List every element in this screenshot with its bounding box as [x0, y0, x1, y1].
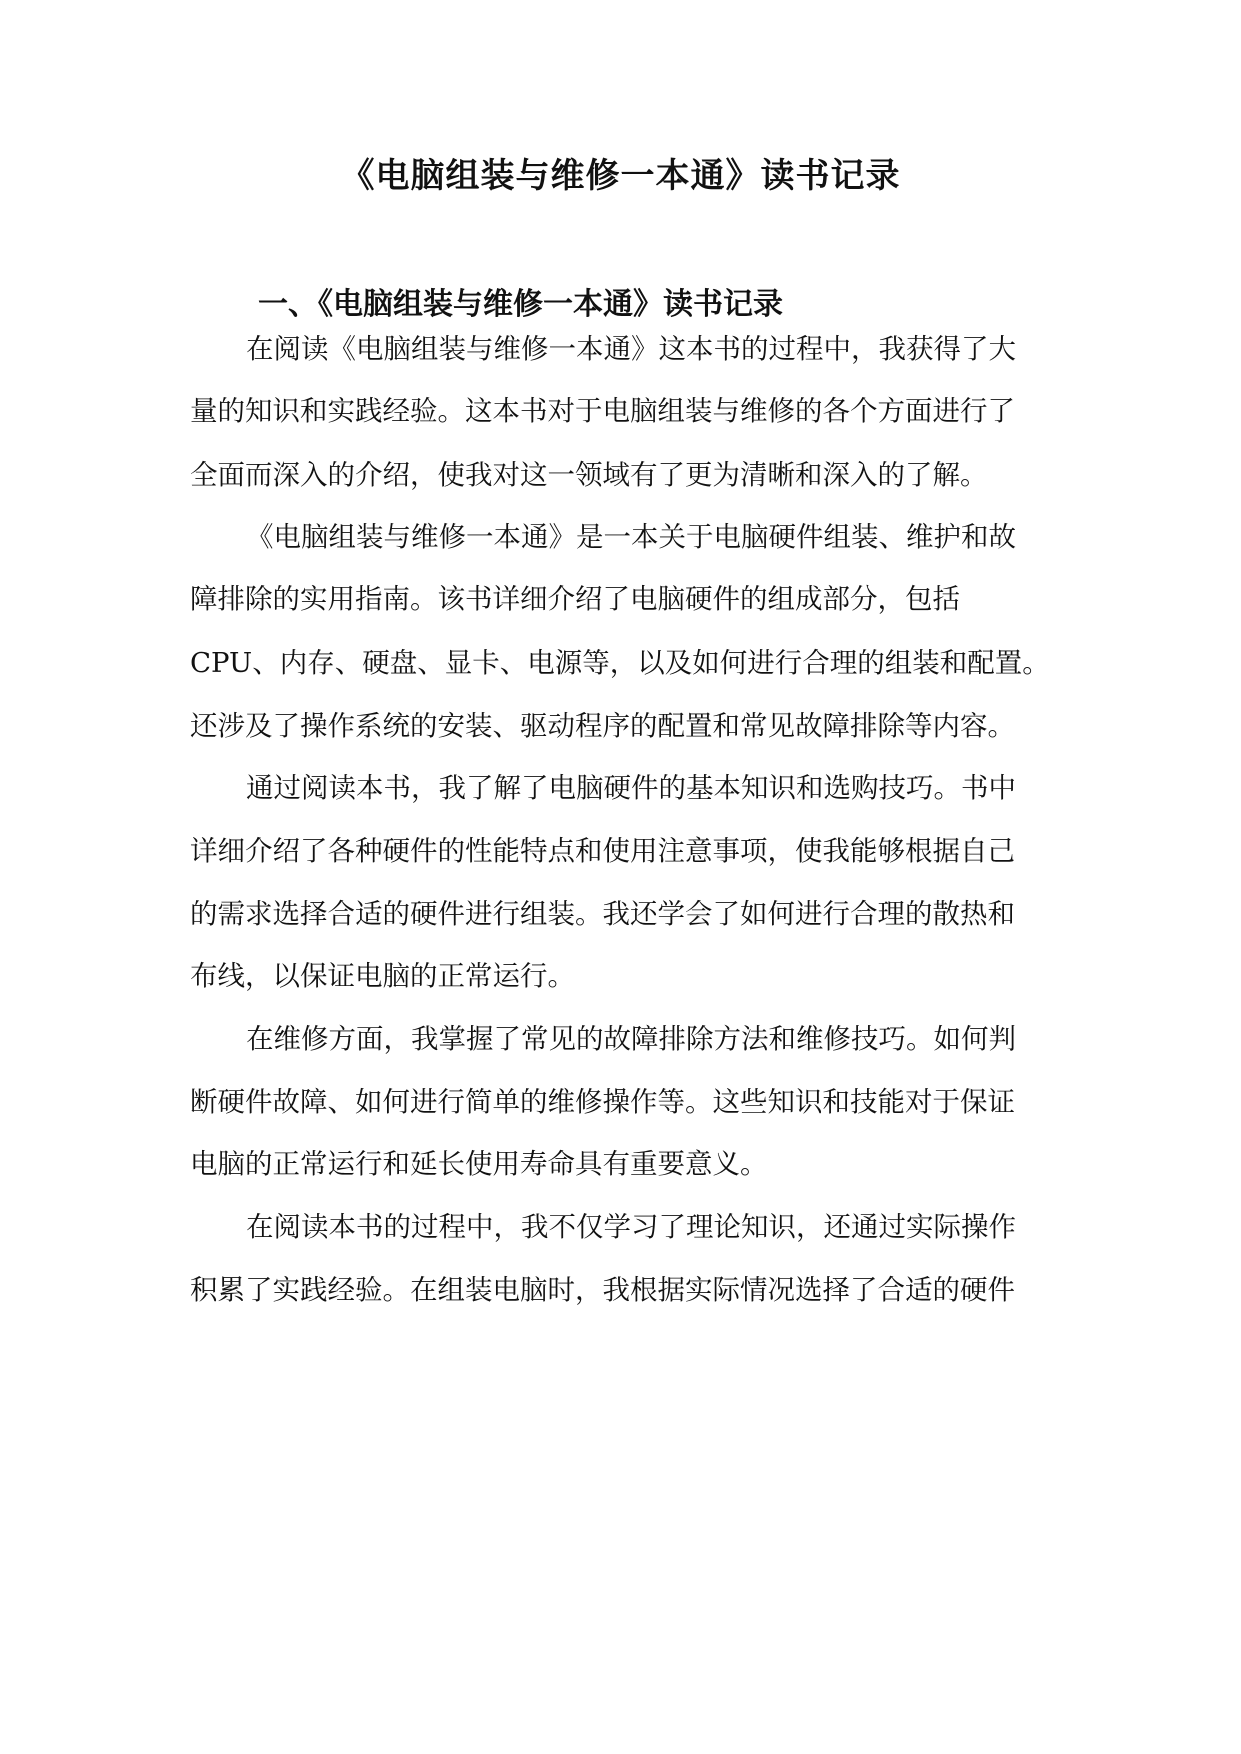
- paragraph-2-line-3: CPU、内存、硬盘、显卡、电源等，以及如何进行合理的组装和配置。: [190, 647, 1050, 679]
- paragraph-3-line-1: 通过阅读本书，我了解了电脑硬件的基本知识和选购技巧。书中: [246, 772, 1016, 804]
- paragraph-4-line-2: 断硬件故障、如何进行简单的维修操作等。这些知识和技能对于保证: [190, 1086, 1015, 1118]
- paragraph-1-line-1: 在阅读《电脑组装与维修一本通》这本书的过程中，我获得了大: [246, 333, 1016, 365]
- paragraph-5-line-2: 积累了实践经验。在组装电脑时，我根据实际情况选择了合适的硬件: [190, 1274, 1015, 1306]
- paragraph-1-line-3: 全面而深入的介绍，使我对这一领域有了更为清晰和深入的了解。: [190, 459, 988, 491]
- paragraph-2-line-4: 还涉及了操作系统的安装、驱动程序的配置和常见故障排除等内容。: [190, 710, 1015, 742]
- document-title: 《电脑组装与维修一本通》读书记录: [340, 156, 901, 196]
- paragraph-3-line-3: 的需求选择合适的硬件进行组装。我还学会了如何进行合理的散热和: [190, 898, 1015, 930]
- paragraph-2-line-1: 《电脑组装与维修一本通》是一本关于电脑硬件组装、维护和故: [246, 521, 1016, 553]
- paragraph-1-line-2: 量的知识和实践经验。这本书对于电脑组装与维修的各个方面进行了: [190, 395, 1015, 427]
- paragraph-4-line-3: 电脑的正常运行和延长使用寿命具有重要意义。: [190, 1148, 768, 1180]
- paragraph-3-line-4: 布线，以保证电脑的正常运行。: [190, 960, 575, 992]
- paragraph-5-line-1: 在阅读本书的过程中，我不仅学习了理论知识，还通过实际操作: [246, 1211, 1016, 1243]
- section-heading: 一、《电脑组装与维修一本通》读书记录: [258, 287, 783, 322]
- paragraph-4-line-1: 在维修方面，我掌握了常见的故障排除方法和维修技巧。如何判: [246, 1023, 1016, 1055]
- paragraph-2-line-2: 障排除的实用指南。该书详细介绍了电脑硬件的组成部分，包括: [190, 583, 960, 615]
- paragraph-3-line-2: 详细介绍了各种硬件的性能特点和使用注意事项，使我能够根据自己: [190, 835, 1015, 867]
